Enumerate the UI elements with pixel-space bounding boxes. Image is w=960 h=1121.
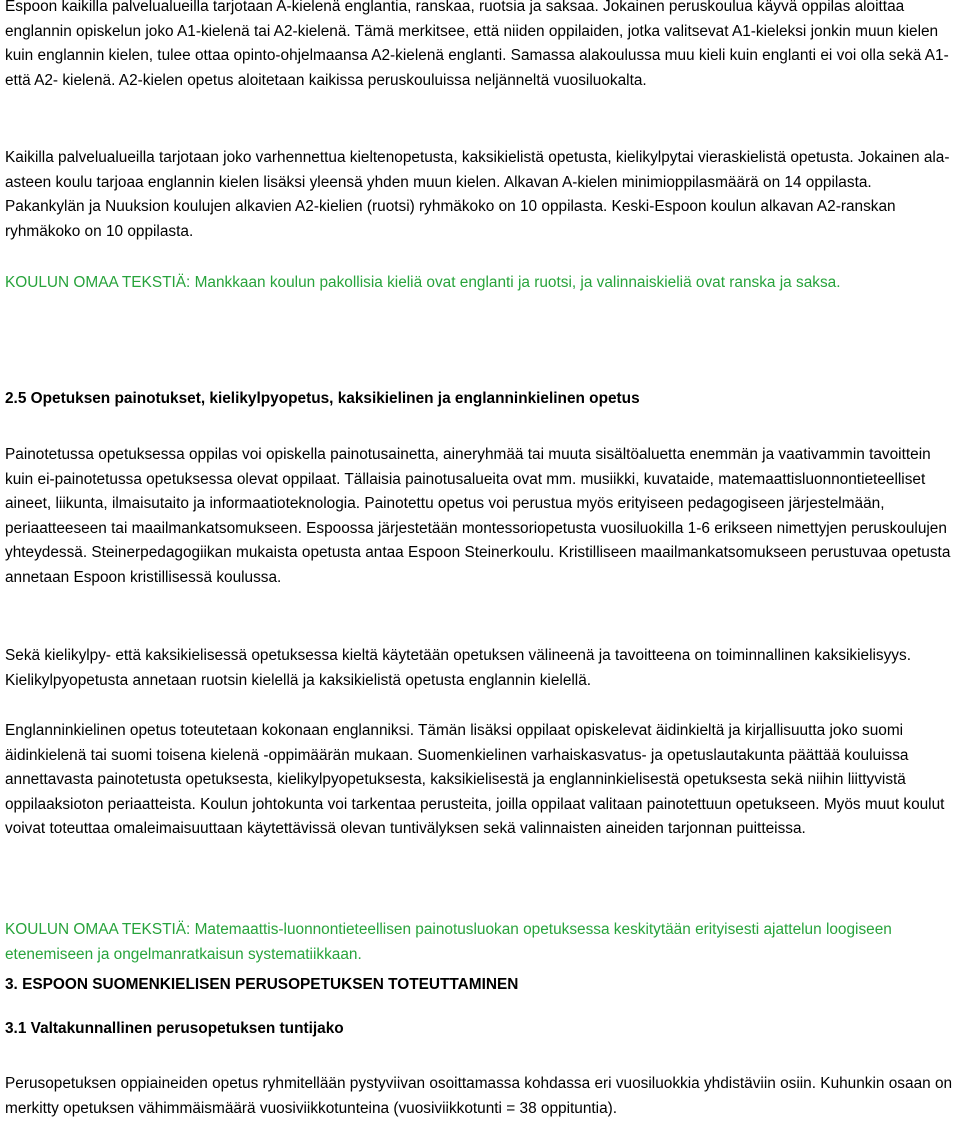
- paragraph-lesson-allocation: Perusopetuksen oppiaineiden opetus ryhmitellään pystyviivan osoittamassa kohdassa eri vuosiluokkia yhdistäviin osiin. Kuhunkin osaan on merkitty opetuksen vähimmäismäärä vuosiviikkotunteina (vuosiviikkotunti = 38 oppituntia).: [5, 1075, 953, 1117]
- section-heading-3-1: 3.1 Valtakunnallinen perusopetuksen tuntijako: [5, 1020, 344, 1037]
- paragraph-emphasized-teaching: Painotetussa opetuksessa oppilas voi opiskella painotusainetta, aineryhmää tai muuta sisältöaluetta enemmän ja vaativammin tavoittein kuin ei-painotetussa opetuksessa olevat oppilaat. Tällaisia painotusalueita ovat mm. musiikki, kuvataide, matemaattisluonnontieteelliset aineet, liikunta, ilmaisutaito ja informaatioteknologia. Painotettu opetus voi perustua myös erityiseen pedagogiseen järjestelmään, periaatteeseen tai maailmankatsomukseen. Espoossa järjestetään montessoriopetusta vuosiluokilla 1-6 erikseen nimettyjen peruskoulujen yhteydessä. Steinerpedagogiikan mukaista opetusta antaa Espoon Steinerkoulu. Kristilliseen maailmankatsomukseen perustuvaa opetusta annetaan Espoon kristillisessä koulussa.: [5, 446, 951, 586]
- section-heading-3: 3. ESPOON SUOMENKIELISEN PERUSOPETUKSEN TOTEUTTAMINEN: [5, 976, 519, 993]
- school-specific-text-languages: KOULUN OMAA TEKSTIÄ: Mankkaan koulun pakollisia kieliä ovat englanti ja ruotsi, ja valinnaiskieliä ovat ranska ja saksa.: [5, 274, 841, 291]
- paragraph-language-offerings: Espoon kaikilla palvelualueilla tarjotaan A-kielenä englantia, ranskaa, ruotsia ja saksaa. Jokainen peruskoulua käyvä oppilas aloittaa englannin opiskelun joko A1-kielenä tai A2-kielenä. Tämä merkitsee, että niiden oppilaiden, jotka valitsevat A1-kieleksi jonkin muun kielen kuin englannin kielen, tulee ottaa opinto-ohjelmaansa A2-kielenä englanti. Samassa alakoulussa muu kieli kuin englanti ei voi olla sekä A1- että A2- kielenä. A2-kielen opetus aloitetaan kaikissa peruskouluissa neljänneltä vuosiluokalta.: [5, 0, 949, 89]
- paragraph-language-teaching: Kaikilla palvelualueilla tarjotaan joko varhennettua kieltenopetusta, kaksikielistä opetusta, kielikylpytai vieraskielistä opetusta. Jokainen ala-asteen koulu tarjoaa englannin kielen lisäksi yleensä yhden muun kielen. Alkavan A-kielen minimioppilasmäärä on 14 oppilasta. Pakankylän ja Nuuksion koulujen alkavien A2-kielien (ruotsi) ryhmäkoko on 10 oppilasta. Keski-Espoon koulun alkavan A2-ranskan ryhmäkoko on 10 oppilasta.: [5, 149, 950, 240]
- paragraph-immersion-teaching: Sekä kielikylpy- että kaksikielisessä opetuksessa kieltä käytetään opetuksen välineenä ja tavoitteena on toiminnallinen kaksikielisyys. Kielikylpyopetusta annetaan ruotsin kielellä ja kaksikielistä opetusta englannin kielellä.: [5, 647, 911, 689]
- school-specific-text-math: KOULUN OMAA TEKSTIÄ: Matemaattis-luonnontieteellisen painotusluokan opetuksessa keskitytään erityisesti ajattelun loogiseen etenemiseen ja ongelmanratkaisun systematiikkaan.: [5, 921, 892, 963]
- section-heading-2-5: 2.5 Opetuksen painotukset, kielikylpyopetus, kaksikielinen ja englanninkielinen opetus: [5, 390, 640, 407]
- paragraph-english-teaching: Englanninkielinen opetus toteutetaan kokonaan englanniksi. Tämän lisäksi oppilaat opiskelevat äidinkieltä ja kirjallisuutta joko suomi äidinkielenä tai suomi toisena kielenä -oppimäärän mukaan. Suomenkielinen varhaiskasvatus- ja opetuslautakunta päättää kouluissa annettavasta painotetusta opetuksesta, kielikylpyopetuksesta, kaksikielisestä ja englanninkielisestä opetuksesta sekä niihin liittyvistä oppilaaksioton periaatteista. Koulun johtokunta voi tarkentaa perusteita, joilla oppilaat valitaan painotettuun opetukseen. Myös muut koulut voivat toteuttaa omaleimaisuuttaan käytettävissä olevan tuntivälyksen sekä valinnaisten aineiden tarjonnan puitteissa.: [5, 722, 945, 838]
